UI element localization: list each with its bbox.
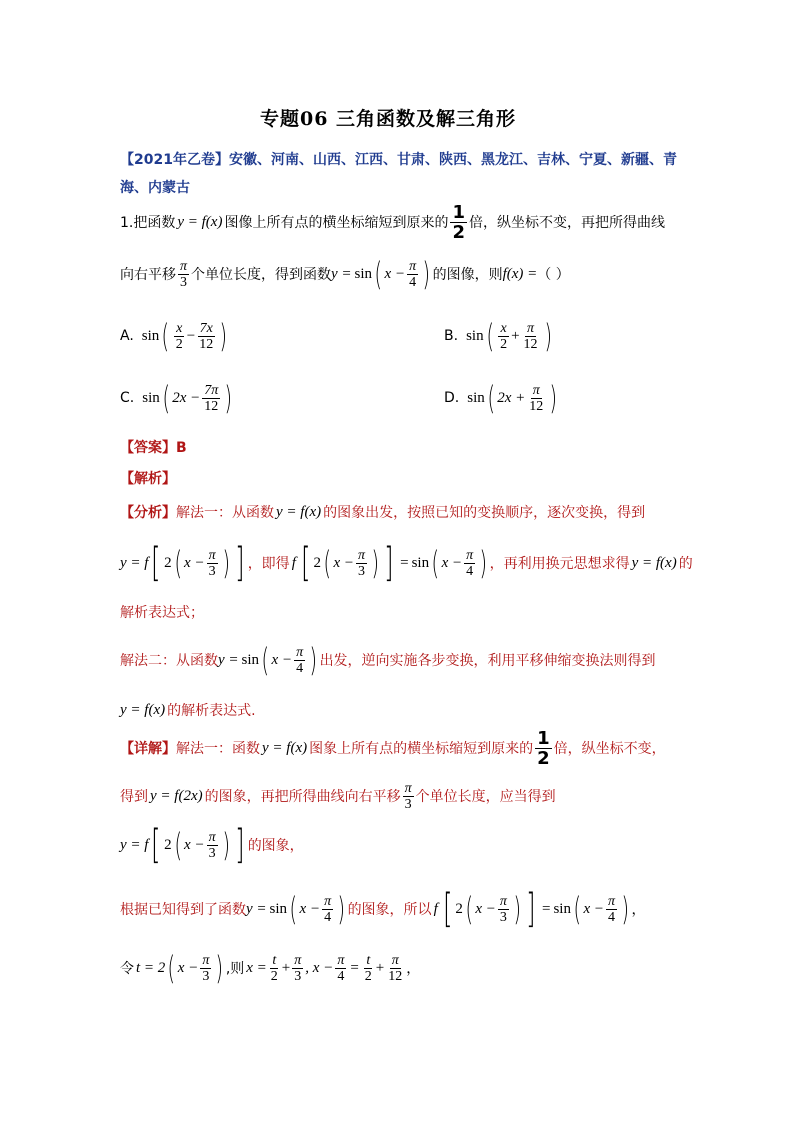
xiangjie-text-3: 倍，纵坐标不变， <box>553 741 666 757</box>
math-plus: + <box>281 959 291 976</box>
option-b-label: B. <box>444 328 459 344</box>
frac-den: 4 <box>324 909 332 925</box>
math-2x-minus: 2x − <box>172 389 201 406</box>
frac-den: 2 <box>500 336 508 352</box>
frac-den: 12 <box>388 968 403 984</box>
frac-den: 3 <box>294 968 302 984</box>
frac-num: π <box>607 893 615 909</box>
fraction-pi-4 <box>294 645 305 676</box>
q1-text-3: 倍，纵坐标不变，再把所得曲线 <box>469 215 665 231</box>
frac-num: π <box>180 258 188 274</box>
math-eq: = <box>541 900 551 917</box>
fraction-pi-4 <box>606 894 617 925</box>
math-plus: + <box>511 327 520 344</box>
math-x-minus: x − <box>271 651 293 668</box>
fraction-pi-3 <box>292 953 303 984</box>
frac-num: x <box>500 320 507 336</box>
answer-line: 【答案】B <box>120 440 187 456</box>
math-sin: sin <box>411 554 430 571</box>
math-y-eq: y = <box>218 651 239 668</box>
fraction-x-2 <box>498 321 509 352</box>
fenxi-line-5 <box>120 698 256 722</box>
math-two: 2 <box>164 554 172 571</box>
q1-text-6: 的图像，则 <box>432 267 503 283</box>
xiangjie-text-10: ， <box>631 902 646 918</box>
frac-den: 2 <box>452 221 465 243</box>
math-2x-plus: 2x + <box>497 389 526 406</box>
fraction-t-2 <box>269 953 280 984</box>
math-sin: sin <box>467 389 485 406</box>
math-bracket-group: [ 2 ( x − $\frac{\pi}{3}$ ) ] <box>151 822 245 868</box>
fraction-pi-4 <box>464 548 475 579</box>
math-eq: = <box>350 959 359 976</box>
math-y-eq-fx: y = f(x) <box>631 554 677 571</box>
math-t-eq-2: t = 2 <box>136 959 166 976</box>
math-x-minus-comma: , x − <box>305 959 334 976</box>
fraction-pi-12 <box>386 953 404 984</box>
frac-num: x <box>176 320 183 336</box>
question-line-1 <box>120 201 665 243</box>
fenxi-text-8: 出发，逆向实施各步变换，利用平移伸缩变换法则得到 <box>319 653 656 669</box>
frac-den: 12 <box>199 336 214 352</box>
math-x-minus: x − <box>299 900 321 917</box>
frac-den: 2 <box>537 747 550 769</box>
fenxi-text-4: ，再利用换元思想求得 <box>489 556 630 572</box>
fenxi-line-3: 解析表达式； <box>120 605 204 621</box>
xiangjie-text-1: 解法一：函数 <box>176 741 260 757</box>
math-sin: sin <box>241 651 260 668</box>
math-paren-group: ( x − $\frac{\pi}{4}$ ) <box>573 890 629 928</box>
fraction-7x-12 <box>197 321 215 352</box>
math-paren-group: ( x − $\frac{\pi}{3}$ ) <box>167 949 224 987</box>
frac-den: 4 <box>296 660 304 676</box>
fenxi-line-2 <box>120 540 693 586</box>
math-sin: sin <box>466 327 484 344</box>
math-y-eq: y = <box>246 900 267 917</box>
option-d-label: D. <box>444 390 460 406</box>
frac-den: 4 <box>409 274 417 290</box>
page-title: 专题06 三角函数及解三角形 <box>260 108 517 130</box>
fenxi-text-1: 解法一：从函数 <box>176 505 274 521</box>
math-two: 2 <box>455 900 463 917</box>
xiangjie-line-3 <box>120 822 304 868</box>
q1-text-1: 1.把函数 <box>120 215 176 231</box>
frac-num: t <box>366 952 371 968</box>
frac-num: π <box>337 952 345 968</box>
frac-num: π <box>324 893 332 909</box>
option-d <box>444 378 560 418</box>
fenxi-line-4 <box>120 640 656 680</box>
xiangjie-text-11: 令 <box>120 961 134 977</box>
fraction-pi-4 <box>322 894 333 925</box>
fraction-pi-3 <box>207 548 218 579</box>
q1-text-4: 向右平移 <box>120 267 176 283</box>
xiangjie-line-5 <box>120 948 420 988</box>
fraction-one-half <box>535 729 552 768</box>
fenxi-text-3: ，即得 <box>247 556 290 572</box>
math-paren-group: ( x − $\frac{\pi}{4}$ ) <box>374 255 431 293</box>
math-x-minus: x − <box>384 265 406 282</box>
fraction-pi-4 <box>335 953 346 984</box>
frac-den: 2 <box>175 336 183 352</box>
math-x-minus: x − <box>184 554 205 571</box>
math-sin: sin <box>142 389 160 406</box>
frac-den: 12 <box>204 398 219 414</box>
math-bracket-group: [ 2 ( x − $\frac{\pi}{3}$ ) ] <box>151 540 245 586</box>
frac-den: 4 <box>337 968 345 984</box>
math-sin: sin <box>141 327 160 344</box>
frac-den: 12 <box>523 336 538 352</box>
math-paren-group: ( x − $\frac{\pi}{4}$ ) <box>431 544 488 582</box>
xiangjie-text-6: 个单位长度，应当得到 <box>415 789 556 805</box>
frac-num: π <box>391 952 399 968</box>
fenxi-line-1 <box>120 498 645 526</box>
fenxi-text-7: 解法二：从函数 <box>120 653 218 669</box>
frac-den: 4 <box>607 909 615 925</box>
math-x-minus: x − <box>177 959 199 976</box>
math-paren-group: ( x − $\frac{\pi}{4}$ ) <box>289 890 346 928</box>
fenxi-text-5: 的 <box>678 556 693 572</box>
frac-num: 7x <box>199 320 213 336</box>
math-x-minus: x − <box>475 900 496 917</box>
frac-den: 3 <box>404 796 412 812</box>
q1-text-2: 图像上所有点的横坐标缩短到原来的 <box>224 215 449 231</box>
frac-num: π <box>409 258 417 274</box>
frac-num: π <box>499 893 507 909</box>
xiangjie-text-8: 根据已知得到了函数 <box>120 902 246 918</box>
xiangjie-line-1 <box>120 727 666 769</box>
math-sin: sin <box>269 900 288 917</box>
fraction-7pi-12 <box>202 383 220 414</box>
option-c <box>120 378 235 418</box>
fraction-pi-12 <box>522 321 540 352</box>
math-x-minus: x − <box>184 836 205 853</box>
math-x-minus: x − <box>333 554 354 571</box>
fraction-pi-12 <box>527 383 545 414</box>
math-y-eq-fx: y = f(x) <box>276 503 322 520</box>
math-x-eq: x = <box>246 959 267 976</box>
fraction-pi-3 <box>498 894 509 925</box>
math-y-eq: y = <box>331 265 352 282</box>
frac-den: 3 <box>357 563 365 579</box>
fraction-pi-3 <box>403 781 414 812</box>
fraction-pi-3 <box>207 830 218 861</box>
frac-num: π <box>357 547 365 563</box>
frac-num: t <box>272 952 277 968</box>
frac-num: π <box>527 320 535 336</box>
question-line-2 <box>120 254 570 294</box>
math-paren-group: ( 2x + $\frac{\pi}{12}$ ) <box>487 379 558 417</box>
math-paren-group: ( 2x − $\frac{7\pi}{12}$ ) <box>162 379 233 417</box>
math-two: 2 <box>164 836 172 853</box>
source-tag: 【2021年乙卷】安徽、河南、山西、江西、甘肃、陕西、黑龙江、吉林、宁夏、新疆、青 <box>120 152 677 168</box>
math-y-eq-f: y = f <box>120 554 149 571</box>
xiangjie-text-4: 得到 <box>120 789 148 805</box>
math-y-eq-fx: y = f(x) <box>120 701 166 718</box>
math-x-minus: x − <box>583 900 604 917</box>
frac-den: 3 <box>499 909 507 925</box>
analysis-heading: 【解析】 <box>120 471 176 487</box>
math-two: 2 <box>313 554 321 571</box>
option-a-label: A. <box>120 328 134 344</box>
q1-text-5: 个单位长度，得到函数 <box>191 267 332 283</box>
frac-num: π <box>208 547 216 563</box>
xiangjie-text-7: 的图象， <box>247 838 304 854</box>
math-y-eq-f2x: y = f(2x) <box>150 787 203 804</box>
math-paren-group: ( $\frac{x}{2}$ − $\frac{7x}{12}$ ) <box>161 317 228 355</box>
frac-num: 1 <box>452 201 465 223</box>
frac-den: 2 <box>364 968 372 984</box>
math-y-eq-fx: y = f(x) <box>177 213 223 230</box>
xiangjie-text-5: 的图象，再把所得曲线向右平移 <box>204 789 401 805</box>
frac-den: 3 <box>202 968 210 984</box>
frac-den: 2 <box>270 968 278 984</box>
fraction-one-half <box>450 203 467 242</box>
xiangjie-text-12: ,则 <box>225 961 245 977</box>
frac-den: 3 <box>208 845 216 861</box>
source-tag-line2: 海、内蒙古 <box>120 180 190 196</box>
math-f: f <box>433 900 438 917</box>
fraction-pi-3 <box>356 548 367 579</box>
option-a <box>120 316 230 356</box>
frac-num: π <box>294 952 302 968</box>
math-f-of-x: f(x) = <box>502 265 538 282</box>
fraction-t-2 <box>363 953 374 984</box>
frac-num: π <box>208 829 216 845</box>
option-c-label: C. <box>120 390 135 406</box>
frac-num: 1 <box>537 727 550 749</box>
fenxi-tag: 【分析】 <box>120 505 176 521</box>
frac-den: 4 <box>466 563 474 579</box>
math-bracket-group: [ 2 ( x − $\frac{\pi}{3}$ ) ] <box>300 540 394 586</box>
fenxi-text-9: 的解析表达式. <box>167 703 256 719</box>
frac-num: π <box>404 780 412 796</box>
fraction-pi-3 <box>178 259 189 290</box>
math-bracket-group: [ 2 ( x − $\frac{\pi}{3}$ ) ] <box>442 886 536 932</box>
fraction-pi-4 <box>407 259 418 290</box>
xiangjie-text-13: ， <box>406 961 421 977</box>
math-paren-group: ( $\frac{x}{2}$ + $\frac{\pi}{12}$ ) <box>486 317 552 355</box>
math-y-eq-f: y = f <box>120 836 149 853</box>
option-b <box>444 316 554 356</box>
fraction-pi-3 <box>200 953 211 984</box>
math-sin: sin <box>354 265 373 282</box>
math-x-minus: x − <box>441 554 463 571</box>
frac-den: 3 <box>180 274 187 290</box>
xiangjie-line-4 <box>120 886 645 932</box>
frac-num: 7π <box>204 382 219 398</box>
math-eq: = <box>400 554 409 571</box>
frac-num: π <box>466 547 474 563</box>
math-f: f <box>291 554 296 571</box>
xiangjie-line-2 <box>120 776 556 816</box>
fraction-x-2 <box>174 321 185 352</box>
frac-den: 12 <box>529 398 544 414</box>
math-paren-group: ( x − $\frac{\pi}{4}$ ) <box>261 641 318 679</box>
xiangjie-text-2: 图象上所有点的横坐标缩短到原来的 <box>309 741 534 757</box>
q1-text-7: （ ） <box>537 267 570 283</box>
xiangjie-tag: 【详解】 <box>120 741 176 757</box>
fenxi-text-2: 的图象出发，按照已知的变换顺序，逐次变换，得到 <box>323 505 646 521</box>
frac-num: π <box>296 644 304 660</box>
math-y-eq-fx: y = f(x) <box>262 739 308 756</box>
frac-num: π <box>202 952 210 968</box>
math-sin: sin <box>553 900 571 917</box>
math-plus: + <box>375 959 385 976</box>
xiangjie-text-9: 的图象，所以 <box>347 902 432 918</box>
frac-num: π <box>532 382 540 398</box>
frac-den: 3 <box>208 563 216 579</box>
math-minus: − <box>186 327 196 344</box>
